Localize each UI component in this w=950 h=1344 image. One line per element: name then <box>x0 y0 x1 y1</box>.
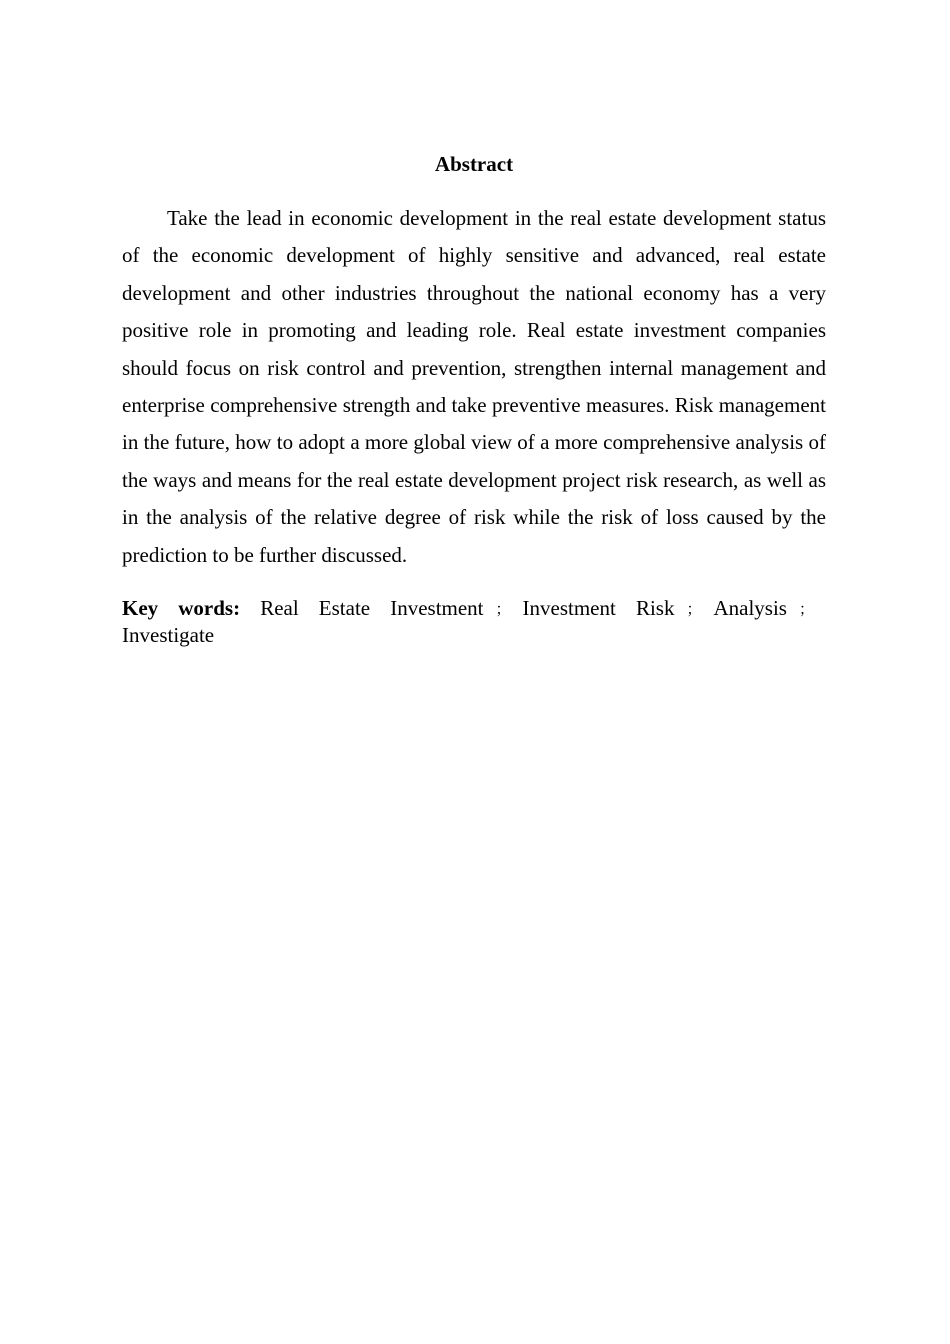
keyword-separator: ； <box>798 602 814 619</box>
abstract-title: Abstract <box>434 152 514 176</box>
abstract-body: Take the lead in economic development in the real estate development status of the economic development of highly sensitive and advanced, real estate development and other industries throughout the national economy has a very positive role in promoting and leading role. Real estate investment companies should focus on risk control and prevention, strengthen internal management and enterprise comprehensive strength and take preventive measures. Risk management in the future, how to adopt a more global view of a more comprehensive analysis of the ways and means for the real estate development project risk research, as well as in the analysis of the relative degree of risk while the risk of loss caused by the prediction to be further discussed. <box>122 206 826 567</box>
keyword-item: Investigate <box>122 623 215 648</box>
keywords-label: Key words: <box>122 596 241 621</box>
keyword-separator: ； <box>686 602 702 619</box>
keyword-item: Investment Risk <box>522 596 675 621</box>
document-page <box>122 148 826 648</box>
keyword-separator: ； <box>495 602 511 619</box>
keywords-line <box>122 596 826 648</box>
keyword-item: Real Estate Investment <box>260 596 484 621</box>
keyword-item: Analysis <box>713 596 787 621</box>
